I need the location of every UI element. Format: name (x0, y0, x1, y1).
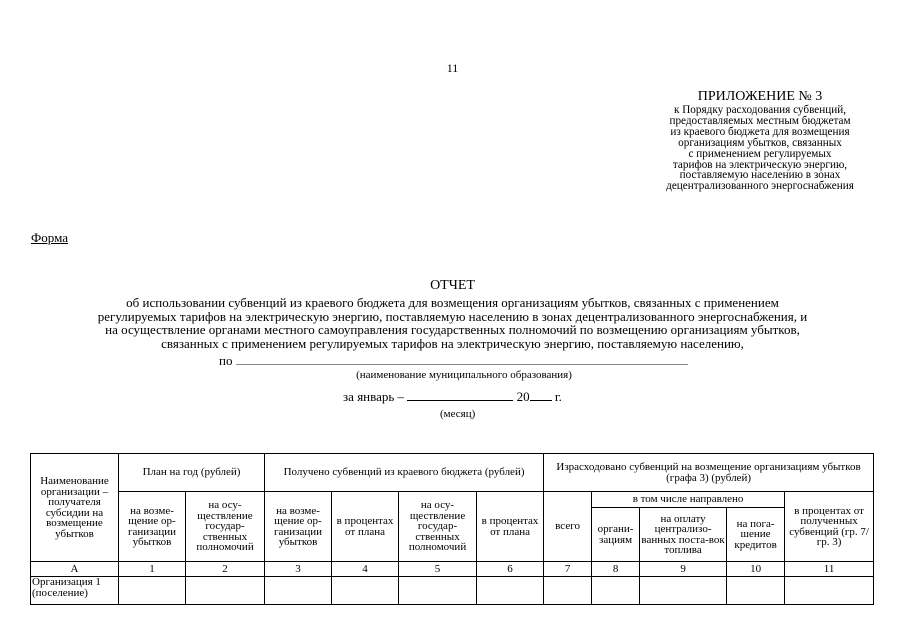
report-table (30, 453, 874, 605)
municipality-line (219, 353, 688, 369)
organization-name-cell: Организация 1 (поселение) (31, 577, 119, 605)
header-spent-total: всего (544, 492, 592, 562)
month-field[interactable] (407, 390, 513, 401)
appendix-line: тарифов на электрическую энергию, (672, 158, 848, 171)
data-cell[interactable] (727, 577, 785, 605)
column-number: 9 (640, 562, 727, 577)
header-spent-percent: в процентах от полученных субвенций (гр. 7/гр. 3) (785, 492, 874, 562)
appendix-block (640, 89, 880, 192)
table-row (31, 577, 874, 605)
column-number: 4 (332, 562, 399, 577)
header-received-percent-2: в процентах от плана (477, 492, 544, 562)
appendix-line: поставляемую населению в зонах (679, 169, 841, 182)
header-plan-group: План на год (рублей) (119, 454, 265, 492)
report-title: ОТЧЕТ (430, 278, 475, 293)
header-plan-powers: на осу-ществление государ-ственных полномочий (186, 492, 265, 562)
header-received-percent-1: в процентах от плана (332, 492, 399, 562)
appendix-line: к Порядку расходования субвенций, (673, 104, 846, 116)
header-spent-loans: на пога-шение кредитов (727, 508, 785, 562)
appendix-line: из краевого бюджета для возмещения (670, 125, 850, 138)
header-spent-group: Израсходовано субвенций на возмещение организациям убытков (графа 3) (рублей) (544, 454, 874, 492)
data-cell[interactable] (544, 577, 592, 605)
data-cell[interactable] (186, 577, 265, 605)
year-field[interactable] (530, 390, 552, 401)
header-received-powers: на осу-ществление государ-ственных полномочий (399, 492, 477, 562)
data-cell[interactable] (592, 577, 640, 605)
period-line (0, 389, 905, 405)
data-cell[interactable] (785, 577, 874, 605)
data-cell[interactable] (399, 577, 477, 605)
page-number: 11 (446, 61, 459, 75)
appendix-line: предоставляемых местным бюджетам (669, 114, 851, 127)
header-spent-organizations: органи-зациям (592, 508, 640, 562)
column-number: 5 (399, 562, 477, 577)
header-spent-including: в том числе направлено (592, 492, 785, 508)
column-number: 8 (592, 562, 640, 577)
column-number: 11 (785, 562, 874, 577)
column-number: А (31, 562, 119, 577)
po-label: по (219, 353, 233, 368)
appendix-line: децентрализованного энергоснабжения (666, 180, 854, 193)
column-number: 3 (265, 562, 332, 577)
data-cell[interactable] (332, 577, 399, 605)
municipality-caption: (наименование муниципального образования) (356, 369, 572, 381)
period-year-prefix: 20 (516, 389, 530, 404)
data-cell[interactable] (119, 577, 186, 605)
report-description-line: связанных с применением регулируемых тарифов на электрическую энергию, поставляемую населению, (161, 335, 744, 351)
report-description-line: об использовании субвенций из краевого бюджета для возмещения организациям убытков, связанных с применением (126, 295, 779, 310)
period-suffix: г. (554, 389, 562, 404)
report-description-line: регулируемых тарифов на электрическую энергию, поставляемую населению в зонах децентрализованного энергоснабжения, и (97, 308, 808, 324)
header-plan-compensation: на возме-щение ор-ганизации убытков (119, 492, 186, 562)
data-cell[interactable] (477, 577, 544, 605)
report-description (30, 296, 875, 350)
column-number: 6 (477, 562, 544, 577)
header-received-compensation: на возме-щение ор-ганизации убытков (265, 492, 332, 562)
month-caption: (месяц) (440, 408, 476, 420)
column-number: 10 (727, 562, 785, 577)
data-cell[interactable] (265, 577, 332, 605)
header-spent-fuel: на оплату централизо-ванных поста-вок топлива (640, 508, 727, 562)
column-number: 1 (119, 562, 186, 577)
appendix-line: с применением регулируемых (688, 147, 832, 160)
data-cell[interactable] (640, 577, 727, 605)
appendix-title: ПРИЛОЖЕНИЕ № 3 (697, 89, 823, 104)
municipality-field[interactable] (236, 353, 688, 365)
appendix-line: организациям убытков, связанных (678, 136, 842, 149)
report-description-line: на осуществление органами местного самоуправления государственных полномочий по возмещению организациям убытков, (105, 322, 800, 338)
header-organization-name: Наименование организации – получателя субсидии на возмещение убытков (31, 454, 119, 562)
form-label: Форма (31, 230, 68, 245)
column-number: 2 (186, 562, 265, 577)
header-received-group: Получено субвенций из краевого бюджета (рублей) (265, 454, 544, 492)
column-number: 7 (544, 562, 592, 577)
period-prefix: за январь – (343, 389, 405, 404)
